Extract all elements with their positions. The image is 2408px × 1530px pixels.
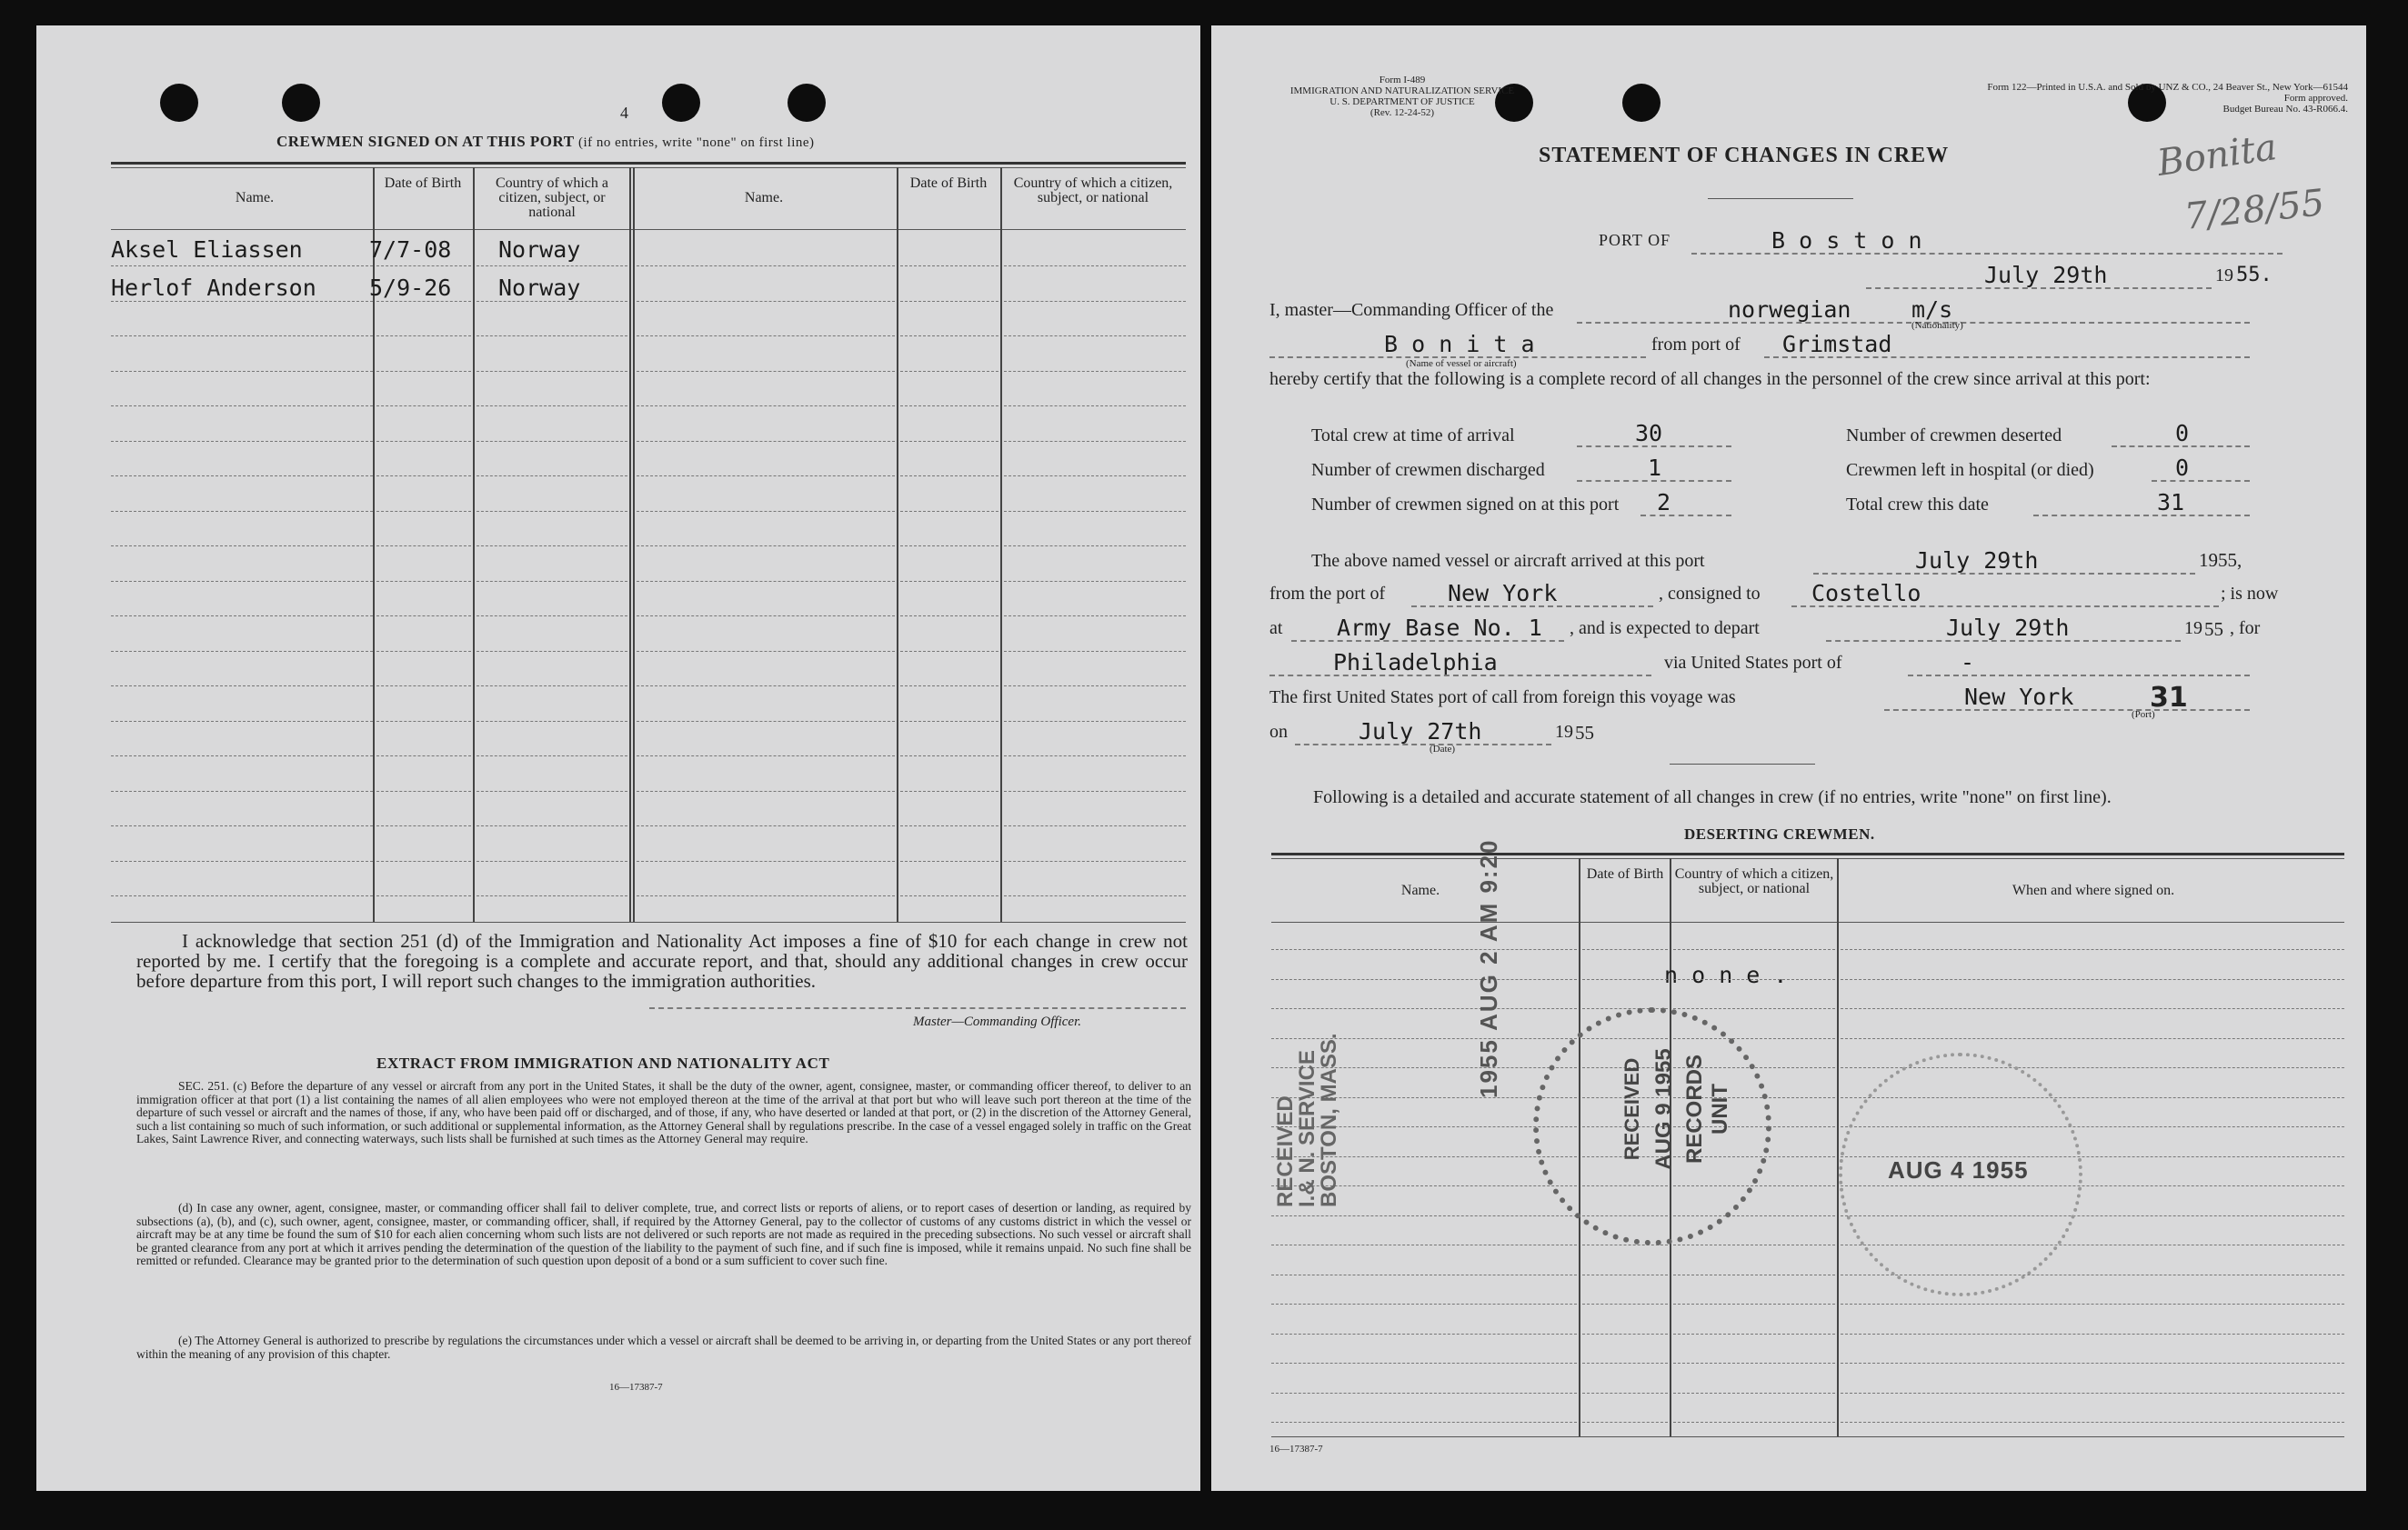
row-line: [1004, 895, 1186, 896]
row-line: [477, 581, 627, 582]
column-divider: [1837, 858, 1839, 1436]
punch-hole: [662, 84, 700, 122]
row-line: [376, 441, 471, 442]
row-line: [111, 895, 373, 896]
certify-text: hereby certify that the following is a complete record of all changes in the personnel of the crew since arrival at this port:: [1269, 369, 2151, 389]
row-line: [376, 301, 471, 302]
on-date[interactable]: July 27th: [1359, 718, 1482, 745]
row-line: [1841, 1363, 2344, 1364]
from-port-label: from port of: [1651, 335, 1741, 355]
crew-name: Aksel Eliassen: [111, 236, 303, 263]
form-title: STATEMENT OF CHANGES IN CREW: [1539, 144, 1950, 167]
year-value[interactable]: 55.: [2236, 264, 2273, 286]
section-rule: [1670, 764, 1815, 765]
row-line: [376, 685, 471, 686]
row-line: [1271, 1304, 1577, 1305]
row-line: [1582, 1334, 1668, 1335]
row-line: [111, 615, 373, 616]
row-line: [637, 265, 895, 266]
table-rule: [111, 167, 1186, 168]
col-header-country: Country of which a citizen, subject, or national: [496, 175, 608, 220]
vessel-type-value[interactable]: m/s: [1911, 296, 1953, 323]
row-line: [111, 791, 373, 792]
row-line: [1673, 949, 1835, 950]
extract-subsection-d: (d) In case any owner, agent, consignee, master, or commanding officer shall fail to deliver complete, true, and correct lists or reports of aliens, or to report cases of desertion or landing, as required by subsections (a), (b), and (c), such owner, agent, consignee, master, or commanding officer, shall, if required by the Attorney General, pay to the collector of customs of any customs district in which the vessel or aircraft may be at any time be found the sum of $10 for each alien concerning whom such lists are not delivered or such reports are not made as required in the preceding subsections. No such vessel or aircraft shall be granted clearance from any port at which it arrives pending the determination of the question of the liability to the payment of such fine, and if such fine is imposed, while it remains unpaid. No such fine shall be remitted or refunded. Clearance may be granted prior to the determination of such question upon deposit of a bond or a sum sufficient to cover such fine.: [136, 1201, 1191, 1268]
row-line: [111, 511, 373, 512]
row-line: [477, 791, 627, 792]
stat-discharged[interactable]: 1: [1648, 455, 1662, 481]
row-line: [1841, 1038, 2344, 1039]
acknowledgement: I acknowledge that section 251 (d) of the Immigration and Nationality Act imposes a fine of $10 for each change in crew not reported by me. I certify that the foregoing is a complete and accurate report, and that, should any additional changes in crew occur before departure from this port, I will report such changes to the immigration authorities.: [136, 930, 1188, 992]
row-line: [637, 405, 895, 406]
row-line: [900, 335, 998, 336]
stat-total-date[interactable]: 31: [2157, 489, 2185, 515]
row-line: [900, 441, 998, 442]
row-line: [376, 755, 471, 756]
extract-subsection-e: (e) The Attorney General is authorized to prescribe by regulations the circumstances under which a vessel or aircraft shall be deemed to be arriving in, or departing from the United States or any port thereof within the meaning of any provision of this chapter.: [136, 1334, 1191, 1361]
row-line: [111, 405, 373, 406]
row-line: [1004, 511, 1186, 512]
row-line: [1841, 1422, 2344, 1423]
row-line: [637, 685, 895, 686]
vessel-caption: (Name of vessel or aircraft): [1406, 358, 1517, 369]
row-line: [637, 511, 895, 512]
row-line: [477, 371, 627, 372]
handwritten-date-note: 7/28/55: [2182, 182, 2327, 238]
crew-country: Norway: [498, 275, 581, 301]
row-line: [1673, 979, 1835, 980]
row-line: [376, 335, 471, 336]
extract-subsection-c: SEC. 251. (c) Before the departure of any vessel or aircraft from any port in the United States, it shall be the duty of the owner, agent, consignee, master, or commanding officer thereof, to deliver to an immigration officer at that port (1) a list containing the names of all alien employees who were not employed thereon at the time of the arrival at that port but who will leave such port thereon at the time of the departure of such vessel or aircraft and the names of those, if any, who have been paid off or discharged, and of those, if any, who have deserted or landed at that port, or (2) in the discretion of the Attorney General, such a list containing so much of such information, or such additional or supplemental information, as the Attorney General shall by regulations prescribe. In the case of a vessel engaged solely in traffic on the Great Lakes, Saint Lawrence River, and connecting waterways, such lists shall be furnished at such times as the Attorney General may require.: [136, 1079, 1191, 1146]
for-label: , for: [2230, 618, 2261, 638]
port-caption: (Port): [2132, 709, 2155, 720]
row-line: [477, 825, 627, 826]
depart-label: , and is expected to depart: [1570, 618, 1760, 638]
destination-value[interactable]: Philadelphia: [1333, 649, 1498, 675]
row-line: [111, 441, 373, 442]
date-stamp: AUG 4 1955: [1839, 1053, 2082, 1296]
form-header-right: Form 122—Printed in U.S.A. and Sold by UNZ & CO., 24 Beaver St., New York—61544 Form approved. Budget Bureau No. 43-R066.4.: [1987, 82, 2348, 115]
consigned-value[interactable]: Costello: [1811, 580, 1921, 606]
master-label: I, master—Commanding Officer of the: [1269, 300, 1554, 320]
row-line: [111, 545, 373, 546]
row-line: [1004, 475, 1186, 476]
row-line: [637, 581, 895, 582]
row-line: [637, 651, 895, 652]
row-line: [900, 861, 998, 862]
table-rule: [111, 162, 1186, 165]
row-line: [111, 301, 373, 302]
row-line: [1004, 861, 1186, 862]
row-line: [637, 791, 895, 792]
row-line: [477, 511, 627, 512]
title-rule: [1708, 198, 1853, 199]
via-value[interactable]: -: [1961, 649, 1975, 675]
row-line: [1004, 685, 1186, 686]
row-line: [376, 861, 471, 862]
col-header-name: Name.: [235, 190, 275, 205]
row-line: [477, 301, 627, 302]
row-line: [1582, 979, 1668, 980]
stat-label: Total crew this date: [1846, 495, 1989, 515]
stat-deserted[interactable]: 0: [2175, 420, 2190, 446]
row-line: [1841, 1334, 2344, 1335]
row-line: [637, 475, 895, 476]
row-line: [477, 265, 627, 266]
row-line: [111, 581, 373, 582]
stat-label: Crewmen left in hospital (or died): [1846, 460, 2094, 480]
row-line: [111, 335, 373, 336]
row-line: [1004, 335, 1186, 336]
row-line: [1673, 1422, 1835, 1423]
from-label: from the port of: [1269, 584, 1386, 604]
row-line: [477, 721, 627, 722]
row-line: [111, 651, 373, 652]
row-line: [900, 895, 998, 896]
row-line: [900, 651, 998, 652]
col-header-dob: Date of Birth: [909, 175, 988, 191]
first-port-label: The first United States port of call from foreign this voyage was: [1269, 687, 1736, 707]
row-line: [900, 755, 998, 756]
row-line: [637, 441, 895, 442]
row-line: [900, 685, 998, 686]
nationality-caption: (Nationality): [1911, 320, 1963, 331]
handwritten-vessel-note: Bonita: [2154, 126, 2280, 185]
row-line: [1673, 1393, 1835, 1394]
row-line: [1004, 371, 1186, 372]
row-line: [376, 581, 471, 582]
row-line: [376, 475, 471, 476]
row-line: [637, 335, 895, 336]
col-header-country: Country of which a citizen, subject, or national: [1013, 175, 1173, 205]
following-text: Following is a detailed and accurate statement of all changes in crew (if no entries, write "none" on first line).: [1313, 787, 2112, 807]
row-line: [637, 895, 895, 896]
row-line: [1841, 1393, 2344, 1394]
stat-label: Total crew at time of arrival: [1311, 425, 1515, 445]
row-line: [477, 651, 627, 652]
deserting-title: DESERTING CREWMEN.: [1684, 825, 1875, 843]
column-divider: [473, 167, 475, 922]
table-rule: [1271, 853, 2344, 855]
row-line: [1841, 1304, 2344, 1305]
row-line: [376, 825, 471, 826]
on-year-prefix: 19: [1555, 722, 1573, 742]
row-line: [1582, 949, 1668, 950]
row-line: [1004, 721, 1186, 722]
row-line: [376, 405, 471, 406]
table-rule: [111, 922, 1186, 923]
row-line: [477, 895, 627, 896]
depart-date[interactable]: July 29th: [1946, 615, 2070, 641]
row-line: [477, 861, 627, 862]
stat-label: Number of crewmen deserted: [1846, 425, 2062, 445]
col-header-signed-on: When and where signed on.: [2012, 883, 2175, 898]
via-label: via United States port of: [1664, 653, 1842, 673]
records-unit-stamp: RECEIVED AUG 9 1955 RECORDS UNIT: [1533, 1007, 1771, 1245]
date-caption: (Date): [1430, 744, 1456, 755]
row-line: [1271, 1215, 1577, 1216]
at-label: at: [1269, 618, 1283, 638]
left-page: [36, 25, 1200, 1491]
row-line: [111, 475, 373, 476]
row-line: [477, 441, 627, 442]
row-line: [111, 685, 373, 686]
from-port-value[interactable]: Grimstad: [1782, 331, 1892, 357]
punch-hole: [1622, 84, 1661, 122]
col-header-dob: Date of Birth: [1586, 866, 1664, 882]
row-line: [637, 301, 895, 302]
form-header-left: Form I-489 IMMIGRATION AND NATURALIZATION SERVICE U. S. DEPARTMENT OF JUSTICE (Rev. 12-24-52): [1289, 75, 1515, 118]
row-line: [111, 755, 373, 756]
row-line: [376, 895, 471, 896]
on-year[interactable]: 55: [1575, 722, 1594, 744]
row-line: [1841, 1008, 2344, 1009]
row-line: [1004, 405, 1186, 406]
signature-line[interactable]: [649, 1007, 1186, 1009]
row-line: [1582, 1393, 1668, 1394]
row-line: [900, 825, 998, 826]
via-line: [1908, 675, 2250, 676]
punch-hole: [788, 84, 826, 122]
stat-hospital[interactable]: 0: [2175, 455, 2190, 481]
row-line: [900, 791, 998, 792]
footer-code: 16—17387-7: [609, 1382, 663, 1393]
row-line: [1271, 1422, 1577, 1423]
row-line: [376, 545, 471, 546]
row-line: [376, 651, 471, 652]
arrived-year[interactable]: 1955,: [2199, 549, 2242, 571]
arrived-label: The above named vessel or aircraft arrived at this port: [1311, 551, 1705, 571]
row-line: [1841, 949, 2344, 950]
row-line: [111, 825, 373, 826]
column-divider: [633, 167, 635, 922]
crew-country: Norway: [498, 236, 581, 263]
column-divider: [1000, 167, 1002, 922]
row-line: [376, 721, 471, 722]
row-line: [1271, 1363, 1577, 1364]
row-line: [637, 861, 895, 862]
crew-dob: 5/9-26: [369, 275, 452, 301]
port-value[interactable]: B o s t o n: [1771, 227, 1922, 254]
depart-year-prefix: 19: [2184, 618, 2202, 638]
row-line: [1004, 265, 1186, 266]
year-prefix: 19: [2215, 265, 2233, 285]
row-line: [1004, 545, 1186, 546]
none-entry[interactable]: n o n e .: [1664, 962, 1788, 988]
row-line: [637, 545, 895, 546]
row-line: [376, 615, 471, 616]
punch-hole: [282, 84, 320, 122]
row-line: [1004, 791, 1186, 792]
row-line: [1673, 1304, 1835, 1305]
row-line: [111, 371, 373, 372]
row-line: [1004, 651, 1186, 652]
row-line: [477, 545, 627, 546]
col-header-dob: Date of Birth: [384, 175, 462, 191]
row-line: [1004, 441, 1186, 442]
received-stamp: RECEIVED I.& N. SERVICE BOSTON, MASS.: [1273, 1033, 1341, 1207]
vessel-name-value[interactable]: B o n i t a: [1384, 331, 1535, 357]
row-line: [900, 581, 998, 582]
row-line: [1271, 1393, 1577, 1394]
row-line: [1004, 301, 1186, 302]
footer-code: 16—17387-7: [1269, 1444, 1323, 1455]
row-line: [1673, 1334, 1835, 1335]
row-line: [477, 685, 627, 686]
first-port-value[interactable]: New York: [1964, 684, 2074, 710]
stat-label: Number of crewmen discharged: [1311, 460, 1545, 480]
stat-line: [2152, 480, 2250, 482]
from-value[interactable]: New York: [1448, 580, 1558, 606]
row-line: [111, 861, 373, 862]
arrived-date[interactable]: July 29th: [1915, 547, 2039, 574]
row-line: [1004, 825, 1186, 826]
col-header-name: Name.: [744, 190, 784, 205]
signature-caption: Master—Commanding Officer.: [913, 1015, 1081, 1029]
row-line: [1004, 615, 1186, 616]
row-line: [1004, 581, 1186, 582]
row-line: [900, 545, 998, 546]
row-line: [900, 371, 998, 372]
on-label: on: [1269, 722, 1288, 742]
row-line: [900, 615, 998, 616]
depart-year[interactable]: 55: [2204, 618, 2223, 640]
row-line: [1841, 979, 2344, 980]
row-line: [477, 755, 627, 756]
row-line: [111, 721, 373, 722]
row-line: [376, 371, 471, 372]
row-line: [1582, 1363, 1668, 1364]
row-line: [1673, 1008, 1835, 1009]
stat-label: Number of crewmen signed on at this port: [1311, 495, 1620, 515]
punch-hole: [160, 84, 198, 122]
table-rule: [1271, 1436, 2344, 1437]
stat-line: [2033, 515, 2250, 516]
row-line: [900, 265, 998, 266]
col-header-country: Country of which a citizen, subject, or national: [1674, 866, 1834, 896]
row-line: [900, 475, 998, 476]
column-divider: [897, 167, 898, 922]
date-value[interactable]: July 29th: [1984, 262, 2108, 288]
row-line: [900, 405, 998, 406]
row-line: [477, 615, 627, 616]
row-line: [376, 265, 471, 266]
row-line: [637, 755, 895, 756]
row-line: [111, 265, 373, 266]
stat-total-arrival[interactable]: 30: [1635, 420, 1663, 446]
row-line: [637, 371, 895, 372]
row-line: [637, 721, 895, 722]
stat-signed-on[interactable]: 2: [1657, 489, 1671, 515]
row-line: [376, 511, 471, 512]
row-line: [477, 475, 627, 476]
row-line: [637, 615, 895, 616]
row-line: [1004, 755, 1186, 756]
row-line: [900, 301, 998, 302]
port-label: PORT OF: [1599, 231, 1671, 249]
now-label: ; is now: [2221, 584, 2279, 604]
row-line: [1271, 1334, 1577, 1335]
crew-name: Herlof Anderson: [111, 275, 316, 301]
nationality-value[interactable]: norwegian: [1728, 296, 1851, 323]
row-line: [477, 335, 627, 336]
col-header-name: Name.: [1400, 883, 1440, 898]
row-line: [637, 825, 895, 826]
crew-dob: 7/7-08: [369, 236, 452, 263]
row-line: [1673, 1363, 1835, 1364]
table-rule: [1271, 858, 2344, 859]
row-line: [477, 405, 627, 406]
stat-line: [1640, 515, 1731, 516]
row-line: [900, 721, 998, 722]
row-line: [1582, 1304, 1668, 1305]
first-port-note: 31: [2150, 682, 2188, 714]
section-title: CREWMEN SIGNED ON AT THIS PORT (if no entries, write "none" on first line): [276, 133, 815, 150]
table-rule: [1271, 922, 2344, 923]
at-value[interactable]: Army Base No. 1: [1337, 615, 1542, 641]
row-line: [376, 791, 471, 792]
row-line: [1582, 1422, 1668, 1423]
table-rule: [111, 229, 1186, 230]
column-divider: [629, 167, 631, 922]
row-line: [900, 511, 998, 512]
consigned-label: , consigned to: [1659, 584, 1761, 604]
right-page: Form I-489 IMMIGRATION AND NATURALIZATION SERVICE U. S. DEPARTMENT OF JUSTICE (Rev. 12-24-52) Form 122—Printed in U.S.A. and Sold by UNZ & CO., 24 Beaver St., New York—61544 Form approved. Budget Bureau No. 43-R066.4. STATEMENT OF CHANGES IN CREW Bonita 7/28/55 PORT OF B o s t o n July 29th 19 55. I, master—Commanding Officer of the norwegian m/s (Nationality) B o n i t a (Name of vessel or aircraft) from port of Grimstad hereby certify that the following is a complete record of all changes in the personnel of the crew since arrival at this port: Total crew at time of arrival 30 Number of crewmen discharged 1 Number of crewmen signed on at this port 2 Number of crewmen deserted 0 Crewmen left in hospital (or died) 0 Total crew this date 31 The above named vessel or aircraft arrived at this port July 29th 1955, from the port of New York , consigned to Costello ; is now at Army Base No. 1 , and is expected to depart July 29th 19 55 , for Philadelphia via United States port of - The first United States port of call from foreign this voyage was New York (Port) 31 on July 27th (Date) 19 55 Following is a detailed and accurate statement of all changes in crew (if no entries, write "none" on first line). DESERTING CREWMEN. Name. Date of Birth Country of which a citizen, subject, or national When and where signed on. n o n e . RECEIVED I.& N. SERVICE BOSTON, MASS. 1955 AUG 2 AM 9:20 RECEIVED AUG 9 1955 RECORDS UNIT AUG 4 1955 16—17387-7: [1211, 25, 2366, 1491]
extract-title: EXTRACT FROM IMMIGRATION AND NATIONALITY ACT: [376, 1055, 830, 1072]
page-number: 4: [620, 104, 628, 122]
